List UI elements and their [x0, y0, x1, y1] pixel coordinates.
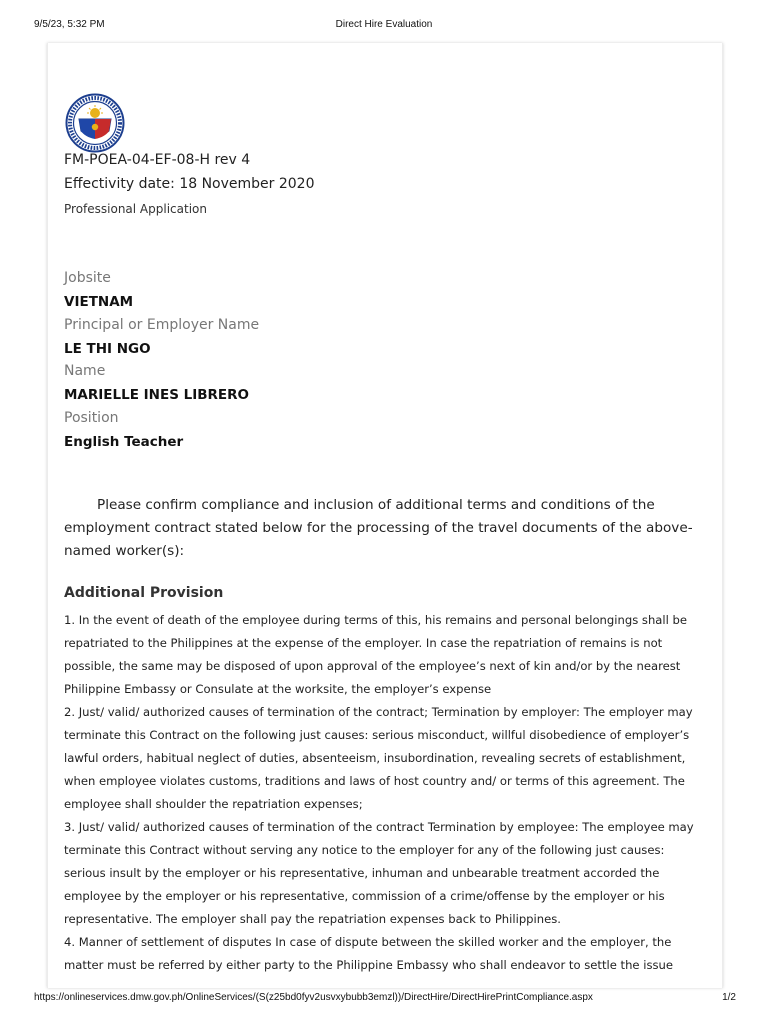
- compliance-intro: Please confirm compliance and inclusion of additional terms and conditions of the employment contract stated below for the processing of the travel documents of the above-named worker(s):: [64, 497, 693, 559]
- provision-item: 3. Just/ valid/ authorized causes of termination of the contract Termination by employee: The employee may terminate this Contract without serving any notice to the employer for any of the following just causes: serious insult by the employer or his representative, inhuman and unbearable treatment accorded the employee by the employer or his representative, commission of a crime/offense by the employer or his representative. The employer shall pay the repatriation expenses back to Philippines.: [64, 820, 694, 926]
- page-number: 1/2: [722, 992, 736, 1003]
- provision-item: 1. In the event of death of the employee during terms of this, his remains and personal belongings shall be repatriated to the Philippines at the expense of the employer. In case the repatriation of remains is not possible, the same may be disposed of upon approval of the employee’s next of kin and/or by the nearest Philippine Embassy or Consulate at the worksite, the employer’s expense: [64, 613, 688, 696]
- form-code: FM-POEA-04-EF-08-H rev 4: [64, 152, 251, 168]
- print-url: https://onlineservices.dmw.gov.ph/OnlineServices/(S(z25bd0fyv2usvxybubb3emzl))/DirectHire/DirectHirePrintCompliance.aspx: [34, 992, 593, 1003]
- field-label-employer: Principal or Employer Name: [64, 317, 260, 333]
- field-label-name: Name: [64, 363, 106, 379]
- field-value-name: MARIELLE INES LIBRERO: [64, 387, 250, 403]
- field-label-jobsite: Jobsite: [64, 270, 111, 286]
- field-value-employer: LE THI NGO: [64, 341, 151, 357]
- provision-heading: Additional Provision: [64, 585, 224, 601]
- print-datetime: 9/5/23, 5:32 PM: [34, 19, 105, 30]
- government-seal-icon: [65, 93, 125, 153]
- print-footer: [0, 992, 768, 1012]
- field-label-position: Position: [64, 410, 119, 426]
- effectivity-date: Effectivity date: 18 November 2020: [64, 176, 315, 192]
- print-title: Direct Hire Evaluation: [335, 19, 433, 30]
- provision-list: [64, 609, 704, 977]
- field-value-position: English Teacher: [64, 434, 184, 450]
- print-header: [0, 0, 768, 40]
- provision-item: 2. Just/ valid/ authorized causes of termination of the contract; Termination by employer: The employer may terminate this Contract on the following just causes: serious misconduct, willful disobedience of employer’s lawful orders, habitual neglect of duties, absenteeism, insubordination, revealing secrets of establishment, when employee violates customs, traditions and laws of host country and/ or terms of this agreement. The employee shall shoulder the repatriation expenses;: [64, 705, 693, 811]
- field-value-jobsite: VIETNAM: [64, 294, 134, 310]
- application-type: Professional Application: [64, 202, 207, 216]
- document-page: [47, 43, 723, 988]
- provision-item: 4. Manner of settlement of disputes In case of dispute between the skilled worker and the employer, the matter must be referred by either party to the Philippine Embassy who shall endeavor to settle the issue: [64, 935, 674, 972]
